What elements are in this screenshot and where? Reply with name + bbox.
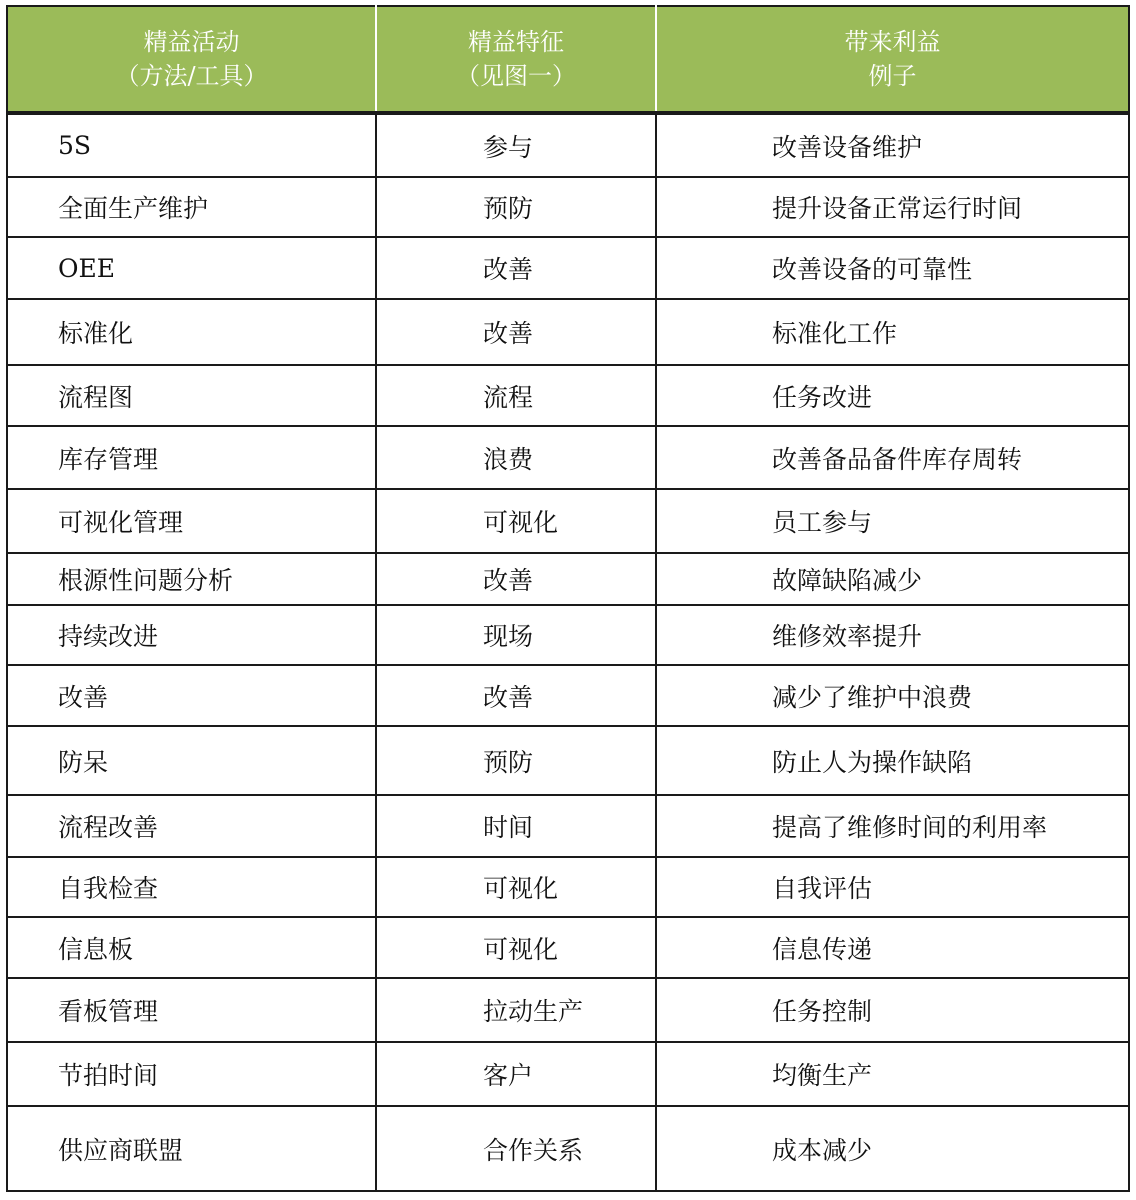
table-row [7,553,1129,605]
header-feature [376,6,656,113]
cell-feature: 流程 [376,365,656,426]
table-row [7,1042,1129,1106]
cell-benefit: 成本减少 [656,1106,1129,1191]
cell-benefit: 自我评估 [656,857,1129,917]
cell-activity: 库存管理 [7,426,376,489]
cell-feature: 现场 [376,605,656,665]
cell-feature: 改善 [376,553,656,605]
cell-feature: 改善 [376,299,656,365]
cell-feature: 可视化 [376,489,656,553]
table-row [7,237,1129,299]
cell-feature: 预防 [376,726,656,795]
cell-benefit: 任务控制 [656,978,1129,1042]
cell-benefit: 改善设备的可靠性 [656,237,1129,299]
table-row [7,365,1129,426]
table-row [7,978,1129,1042]
header-feature-line1: 精益特征 [468,28,564,56]
cell-feature: 拉动生产 [376,978,656,1042]
cell-benefit: 提高了维修时间的利用率 [656,795,1129,857]
cell-activity: 自我检查 [7,857,376,917]
cell-benefit: 员工参与 [656,489,1129,553]
cell-benefit: 维修效率提升 [656,605,1129,665]
cell-benefit: 改善设备维护 [656,113,1129,177]
cell-activity: 改善 [7,665,376,726]
cell-feature: 可视化 [376,917,656,978]
table-row [7,113,1129,177]
table-row [7,177,1129,237]
cell-feature: 时间 [376,795,656,857]
cell-activity: OEE [7,237,376,299]
table-row [7,665,1129,726]
cell-benefit: 均衡生产 [656,1042,1129,1106]
cell-activity: 流程图 [7,365,376,426]
cell-feature: 预防 [376,177,656,237]
table-body [7,113,1129,1191]
cell-benefit: 减少了维护中浪费 [656,665,1129,726]
header-feature-line2: （见图一） [456,62,576,90]
cell-benefit: 任务改进 [656,365,1129,426]
table-row [7,726,1129,795]
cell-benefit: 故障缺陷减少 [656,553,1129,605]
cell-activity: 持续改进 [7,605,376,665]
table-row [7,857,1129,917]
cell-benefit: 防止人为操作缺陷 [656,726,1129,795]
header-activity [7,6,376,113]
cell-activity: 供应商联盟 [7,1106,376,1191]
lean-activities-table [6,5,1130,1192]
cell-activity: 信息板 [7,917,376,978]
cell-activity: 标准化 [7,299,376,365]
cell-feature: 改善 [376,237,656,299]
cell-feature: 改善 [376,665,656,726]
table-row [7,426,1129,489]
cell-activity: 可视化管理 [7,489,376,553]
cell-activity: 看板管理 [7,978,376,1042]
cell-activity: 流程改善 [7,795,376,857]
cell-activity: 全面生产维护 [7,177,376,237]
header-activity-line1: 精益活动 [143,28,240,56]
cell-activity: 根源性问题分析 [7,553,376,605]
header-benefit [656,6,1129,113]
header-activity-line2: （方法/工具） [115,62,268,90]
cell-feature: 客户 [376,1042,656,1106]
cell-feature: 可视化 [376,857,656,917]
cell-benefit: 提升设备正常运行时间 [656,177,1129,237]
table-row [7,605,1129,665]
cell-feature: 合作关系 [376,1106,656,1191]
cell-feature: 浪费 [376,426,656,489]
cell-activity: 节拍时间 [7,1042,376,1106]
header-row [7,6,1129,113]
cell-activity: 5S [7,113,376,177]
header-benefit-line2: 例子 [868,62,917,90]
cell-feature: 参与 [376,113,656,177]
table-row [7,795,1129,857]
cell-benefit: 改善备品备件库存周转 [656,426,1129,489]
table-row [7,299,1129,365]
cell-activity: 防呆 [7,726,376,795]
table-row [7,489,1129,553]
cell-benefit: 信息传递 [656,917,1129,978]
header-benefit-line1: 带来利益 [844,28,941,56]
table-row [7,917,1129,978]
cell-benefit: 标准化工作 [656,299,1129,365]
table-row [7,1106,1129,1191]
